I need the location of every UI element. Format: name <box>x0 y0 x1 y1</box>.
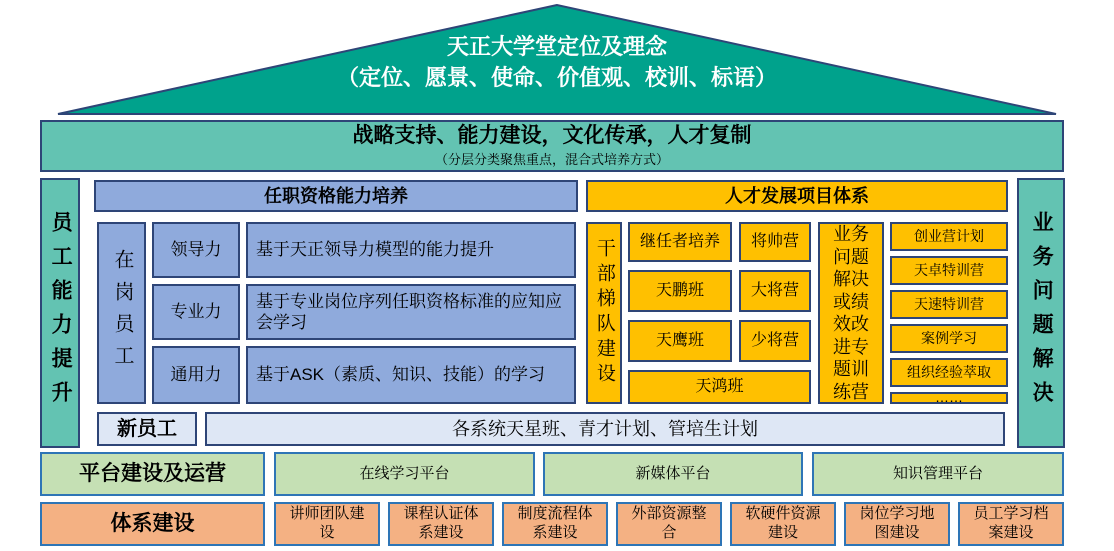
tianying-class-cell: 天鹰班 <box>628 320 732 362</box>
online-learning-platform: 在线学习平台 <box>274 452 535 496</box>
leadership-desc: 基于天正领导力模型的能力提升 <box>246 222 576 278</box>
case-study-cell: 案例学习 <box>890 324 1008 353</box>
jiangshuai-camp-cell: 将帅营 <box>739 222 811 262</box>
general-desc: 基于ASK（素质、知识、技能）的学习 <box>246 346 576 404</box>
tianzhuo-camp-cell: 天卓特训营 <box>890 256 1008 285</box>
new-media-platform: 新媒体平台 <box>543 452 803 496</box>
hardware-software-cell: 软硬件资源建设 <box>730 502 836 546</box>
left-bar-label: 员工能力提升 <box>49 211 73 415</box>
learning-archive-cell: 员工学习档案建设 <box>958 502 1064 546</box>
successor-cell: 继任者培养 <box>628 222 732 262</box>
roof-title: 天正大学堂定位及理念 <box>446 34 667 59</box>
ellipsis-cell: …… <box>890 392 1008 404</box>
new-employee-desc: 各系统天星班、青才计划、管培生计划 <box>205 412 1005 446</box>
onjob-employee-label: 在岗员工 <box>111 249 133 377</box>
startup-camp-cell: 创业营计划 <box>890 222 1008 251</box>
right-business-bar <box>1017 178 1065 448</box>
leadership-label: 领导力 <box>152 222 240 278</box>
shaojiang-camp-cell: 少将营 <box>739 320 811 362</box>
professional-desc: 基于专业岗位序列任职资格标准的应知应会学习 <box>246 284 576 340</box>
knowledge-management-platform: 知识管理平台 <box>812 452 1064 496</box>
tianhong-class-cell: 天鸿班 <box>628 370 811 404</box>
learning-map-cell: 岗位学习地图建设 <box>844 502 950 546</box>
problem-solving-camp-box <box>818 222 884 404</box>
experience-extraction-cell: 组织经验萃取 <box>890 358 1008 387</box>
tianpeng-class-cell: 天鹏班 <box>628 270 732 312</box>
external-resources-cell: 外部资源整合 <box>616 502 722 546</box>
lecturer-team-cell: 讲师团队建设 <box>274 502 380 546</box>
talent-header: 人才发展项目体系 <box>586 180 1008 212</box>
strategy-band <box>40 120 1064 172</box>
left-capability-bar <box>40 178 80 448</box>
roof-text <box>0 32 1114 94</box>
qualification-header: 任职资格能力培养 <box>94 180 578 212</box>
system-row-label: 体系建设 <box>40 502 265 546</box>
process-system-cell: 制度流程体系建设 <box>502 502 608 546</box>
cadre-ladder-box <box>586 222 622 404</box>
roof-subtitle: （定位、愿景、使命、价值观、校训、标语） <box>336 64 777 90</box>
tiansu-camp-cell: 天速特训营 <box>890 290 1008 319</box>
course-certification-cell: 课程认证体系建设 <box>388 502 494 546</box>
right-bar-label: 业务问题解决 <box>1030 211 1054 415</box>
onjob-employee-box <box>97 222 146 404</box>
new-employee-label: 新员工 <box>97 412 197 446</box>
platform-row-label: 平台建设及运营 <box>40 452 265 496</box>
band-title: 战略支持、能力建设，文化传承，人才复制 <box>352 124 752 148</box>
band-subtitle: （分层分类聚焦重点，混合式培养方式） <box>434 151 669 167</box>
dajiang-camp-cell: 大将营 <box>739 270 811 312</box>
problem-solving-camp-label: 业务问题解决或绩效改进专题训练营 <box>833 224 869 402</box>
professional-label: 专业力 <box>152 284 240 340</box>
general-label: 通用力 <box>152 346 240 404</box>
cadre-ladder-label: 干部梯队建设 <box>593 238 615 388</box>
